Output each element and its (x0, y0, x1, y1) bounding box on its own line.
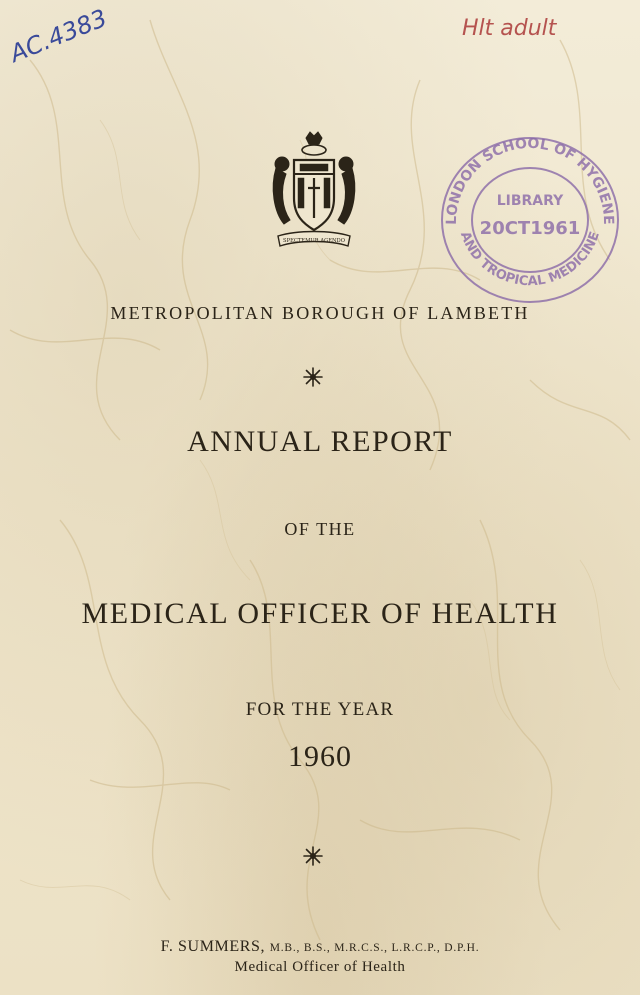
author-role: Medical Officer of Health (234, 959, 406, 975)
accession-number: AC.4383 (6, 3, 111, 68)
stamp-date: 20CT1961 (479, 218, 581, 239)
for-the-year-text: FOR THE YEAR (245, 699, 395, 720)
handwritten-reference: Hlt adult (462, 16, 557, 41)
asterisk-ornament-icon (302, 845, 324, 867)
author-name: F. SUMMERS, (160, 938, 266, 955)
borough-name: METROPOLITAN BOROUGH OF LAMBETH (110, 303, 530, 323)
crest-motto: SPECTEMUR AGENDO (283, 238, 345, 244)
report-year: 1960 (288, 740, 352, 773)
stamp-library-label: LIBRARY (496, 193, 564, 209)
report-title: ANNUAL REPORT (187, 425, 453, 458)
library-stamp (438, 130, 623, 305)
coat-of-arms-icon (268, 128, 360, 254)
stamp-bottom-text: AND TROPICAL MEDICINE (457, 229, 603, 290)
author-qualifications: M.B., B.S., M.R.C.S., L.R.C.P., D.P.H. (269, 942, 480, 954)
asterisk-ornament-icon (302, 366, 324, 388)
stamp-top-text: LONDON SCHOOL OF HYGIENE (443, 135, 617, 225)
report-subject: MEDICAL OFFICER OF HEALTH (81, 597, 559, 630)
author-line (0, 938, 640, 956)
of-the-text: OF THE (284, 519, 356, 539)
